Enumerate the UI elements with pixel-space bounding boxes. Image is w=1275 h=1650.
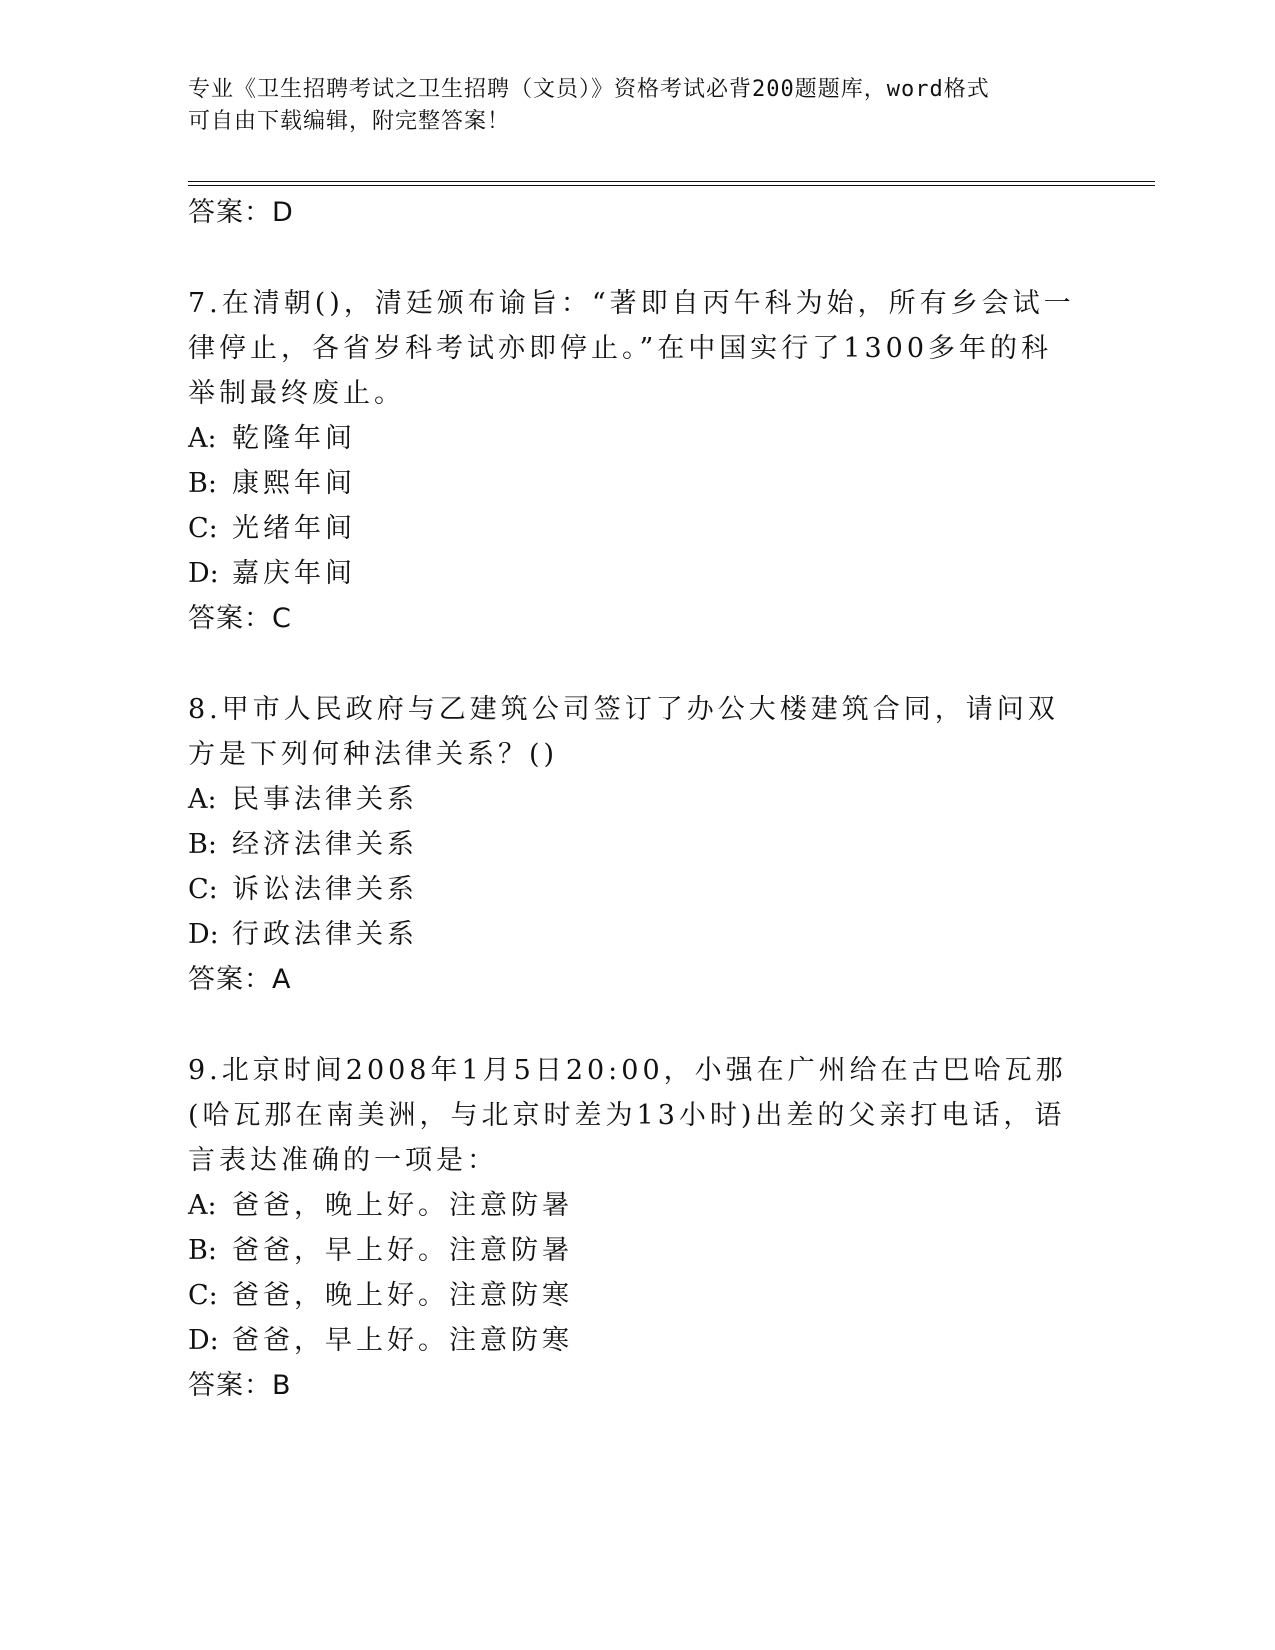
option-key: D: bbox=[188, 1325, 219, 1356]
question-stem: 8.甲市人民政府与乙建筑公司签订了办公大楼建筑合同，请问双方是下列何种法律关系？() bbox=[188, 694, 1059, 770]
option-key: C: bbox=[188, 874, 218, 905]
question-stem: 9.北京时间2008年1月5日20:00，小强在广州给在古巴哈瓦那(哈瓦那在南美洲，与北京时差为13小时)出差的父亲打电话，语言表达准确的一项是： bbox=[188, 1055, 1067, 1176]
answer-value: B bbox=[272, 1370, 292, 1401]
option-text: 爸爸，晚上好。注意防暑 bbox=[232, 1190, 573, 1221]
option-key: B: bbox=[188, 1235, 217, 1266]
header-line-2: 可自由下载编辑，附完整答案！ bbox=[188, 109, 511, 134]
option-d bbox=[188, 912, 1078, 957]
option-key: C: bbox=[188, 1280, 218, 1311]
answer-line bbox=[188, 1363, 1078, 1408]
option-text: 嘉庆年间 bbox=[232, 558, 356, 589]
option-text: 经济法律关系 bbox=[232, 829, 418, 860]
option-text: 光绪年间 bbox=[232, 513, 356, 544]
option-key: A: bbox=[188, 423, 217, 454]
option-key: A: bbox=[188, 1190, 217, 1221]
header-line-1: 专业《卫生招聘考试之卫生招聘（文员）》资格考试必背200题题库，word格式 bbox=[188, 77, 990, 102]
option-text: 康熙年间 bbox=[232, 468, 356, 499]
option-text: 爸爸，晚上好。注意防寒 bbox=[232, 1280, 573, 1311]
option-text: 爸爸，早上好。注意防暑 bbox=[232, 1235, 573, 1266]
question-stem: 7.在清朝()，清廷颁布谕旨：“著即自丙午科为始，所有乡会试一律停止，各省岁科考试亦即停止。”在中国实行了1300多年的科举制最终废止。 bbox=[188, 288, 1075, 409]
option-b bbox=[188, 1228, 1078, 1273]
option-a bbox=[188, 416, 1078, 461]
option-key: A: bbox=[188, 784, 217, 815]
document-header bbox=[188, 74, 1068, 138]
answer-label: 答案： bbox=[188, 964, 272, 995]
option-c bbox=[188, 867, 1078, 912]
answer-line bbox=[188, 190, 1078, 235]
option-key: D: bbox=[188, 558, 219, 589]
option-text: 民事法律关系 bbox=[232, 784, 418, 815]
option-a bbox=[188, 777, 1078, 822]
option-d bbox=[188, 1318, 1078, 1363]
option-text: 爸爸，早上好。注意防寒 bbox=[232, 1325, 573, 1356]
option-c bbox=[188, 506, 1078, 551]
answer-label: 答案： bbox=[188, 1370, 272, 1401]
option-text: 乾隆年间 bbox=[232, 423, 356, 454]
option-a bbox=[188, 1183, 1078, 1228]
answer-value: C bbox=[272, 603, 292, 634]
answer-value: D bbox=[272, 197, 294, 228]
option-b bbox=[188, 461, 1078, 506]
answer-label: 答案： bbox=[188, 603, 272, 634]
option-key: D: bbox=[188, 919, 219, 950]
question-9 bbox=[188, 1048, 1078, 1408]
answer-line bbox=[188, 596, 1078, 641]
answer-value: A bbox=[272, 964, 292, 995]
option-c bbox=[188, 1273, 1078, 1318]
question-list bbox=[188, 190, 1078, 1408]
question-7 bbox=[188, 281, 1078, 641]
option-text: 诉讼法律关系 bbox=[232, 874, 418, 905]
option-d bbox=[188, 551, 1078, 596]
option-b bbox=[188, 822, 1078, 867]
answer-label: 答案： bbox=[188, 197, 272, 228]
option-key: B: bbox=[188, 829, 217, 860]
question-8 bbox=[188, 687, 1078, 1002]
option-key: B: bbox=[188, 468, 217, 499]
option-key: C: bbox=[188, 513, 218, 544]
answer-line bbox=[188, 957, 1078, 1002]
header-divider-bottom bbox=[188, 185, 1155, 186]
header-divider-top bbox=[188, 181, 1155, 182]
option-text: 行政法律关系 bbox=[232, 919, 418, 950]
